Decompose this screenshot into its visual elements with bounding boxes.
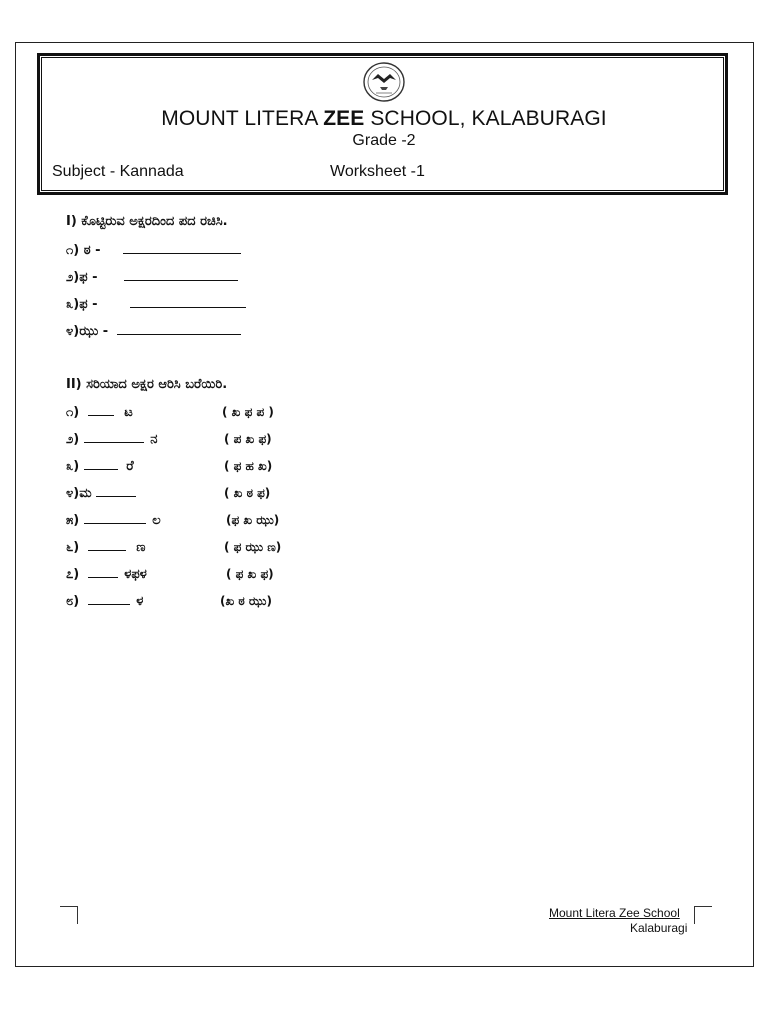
- answer-blank[interactable]: [84, 458, 118, 470]
- answer-blank[interactable]: [123, 242, 241, 254]
- worksheet-label: Worksheet -1: [330, 163, 425, 180]
- answer-blank[interactable]: [88, 593, 130, 605]
- list-item: ೨)ಫ -: [66, 269, 238, 285]
- section2-heading: II) ಸರಿಯಾದ ಅಕ್ಷರ ಆರಿಸಿ ಬರೆಯಿರಿ.: [66, 377, 228, 392]
- list-item: ೩) ರೆ: [66, 459, 134, 474]
- options-group: ( ಫ ಖ ಫ): [226, 567, 274, 581]
- list-item: ೭) ಳಫಳ: [66, 567, 147, 582]
- options-group: (ಖ ಠ ಝು): [220, 594, 272, 608]
- list-item: ೧) ಠ -: [66, 242, 241, 258]
- options-group: ( ಫ ಹ ಖ): [224, 459, 273, 473]
- answer-blank[interactable]: [124, 269, 238, 281]
- list-item: ೫) ಲ: [66, 513, 161, 528]
- footer-school-name: Mount Litera Zee School: [549, 906, 680, 920]
- answer-blank[interactable]: [88, 566, 118, 578]
- list-item: ೮) ಳ: [66, 594, 144, 609]
- grade-label: Grade -2: [352, 132, 416, 149]
- answer-blank[interactable]: [96, 485, 136, 497]
- options-group: (ಫ ಖ ಝು): [226, 513, 280, 527]
- answer-blank[interactable]: [88, 404, 114, 416]
- list-item: ೨) ನ: [66, 432, 158, 447]
- answer-blank[interactable]: [130, 296, 246, 308]
- corner-mark: [60, 906, 78, 924]
- answer-blank[interactable]: [84, 431, 144, 443]
- list-item: ೧) ಟ: [66, 405, 133, 420]
- options-group: ( ಖ ಠ ಫ): [224, 486, 271, 500]
- answer-blank[interactable]: [117, 323, 241, 335]
- list-item: ೩)ಫ -: [66, 296, 246, 312]
- options-group: ( ಖ ಫ ಪ ): [222, 405, 274, 419]
- answer-blank[interactable]: [88, 539, 126, 551]
- subject-label: Subject - Kannada: [52, 163, 184, 180]
- list-item: ೪)ಝು -: [66, 323, 241, 339]
- school-logo-icon: [350, 60, 418, 104]
- list-item: ೪)ಮ: [66, 485, 136, 501]
- footer-city: Kalaburagi: [630, 921, 688, 935]
- list-item: ೬) ಣ: [66, 540, 146, 555]
- school-title: MOUNT LITERA ZEE SCHOOL, KALABURAGI: [161, 107, 607, 130]
- answer-blank[interactable]: [84, 512, 146, 524]
- options-group: ( ಫ ಝು ಣ): [224, 540, 282, 554]
- section1-heading: I) ಕೊಟ್ಟಿರುವ ಅಕ್ಷರದಿಂದ ಪದ ರಚಿಸಿ.: [66, 214, 228, 229]
- corner-mark: [694, 906, 712, 924]
- options-group: ( ಪ ಖ ಫ): [224, 432, 272, 446]
